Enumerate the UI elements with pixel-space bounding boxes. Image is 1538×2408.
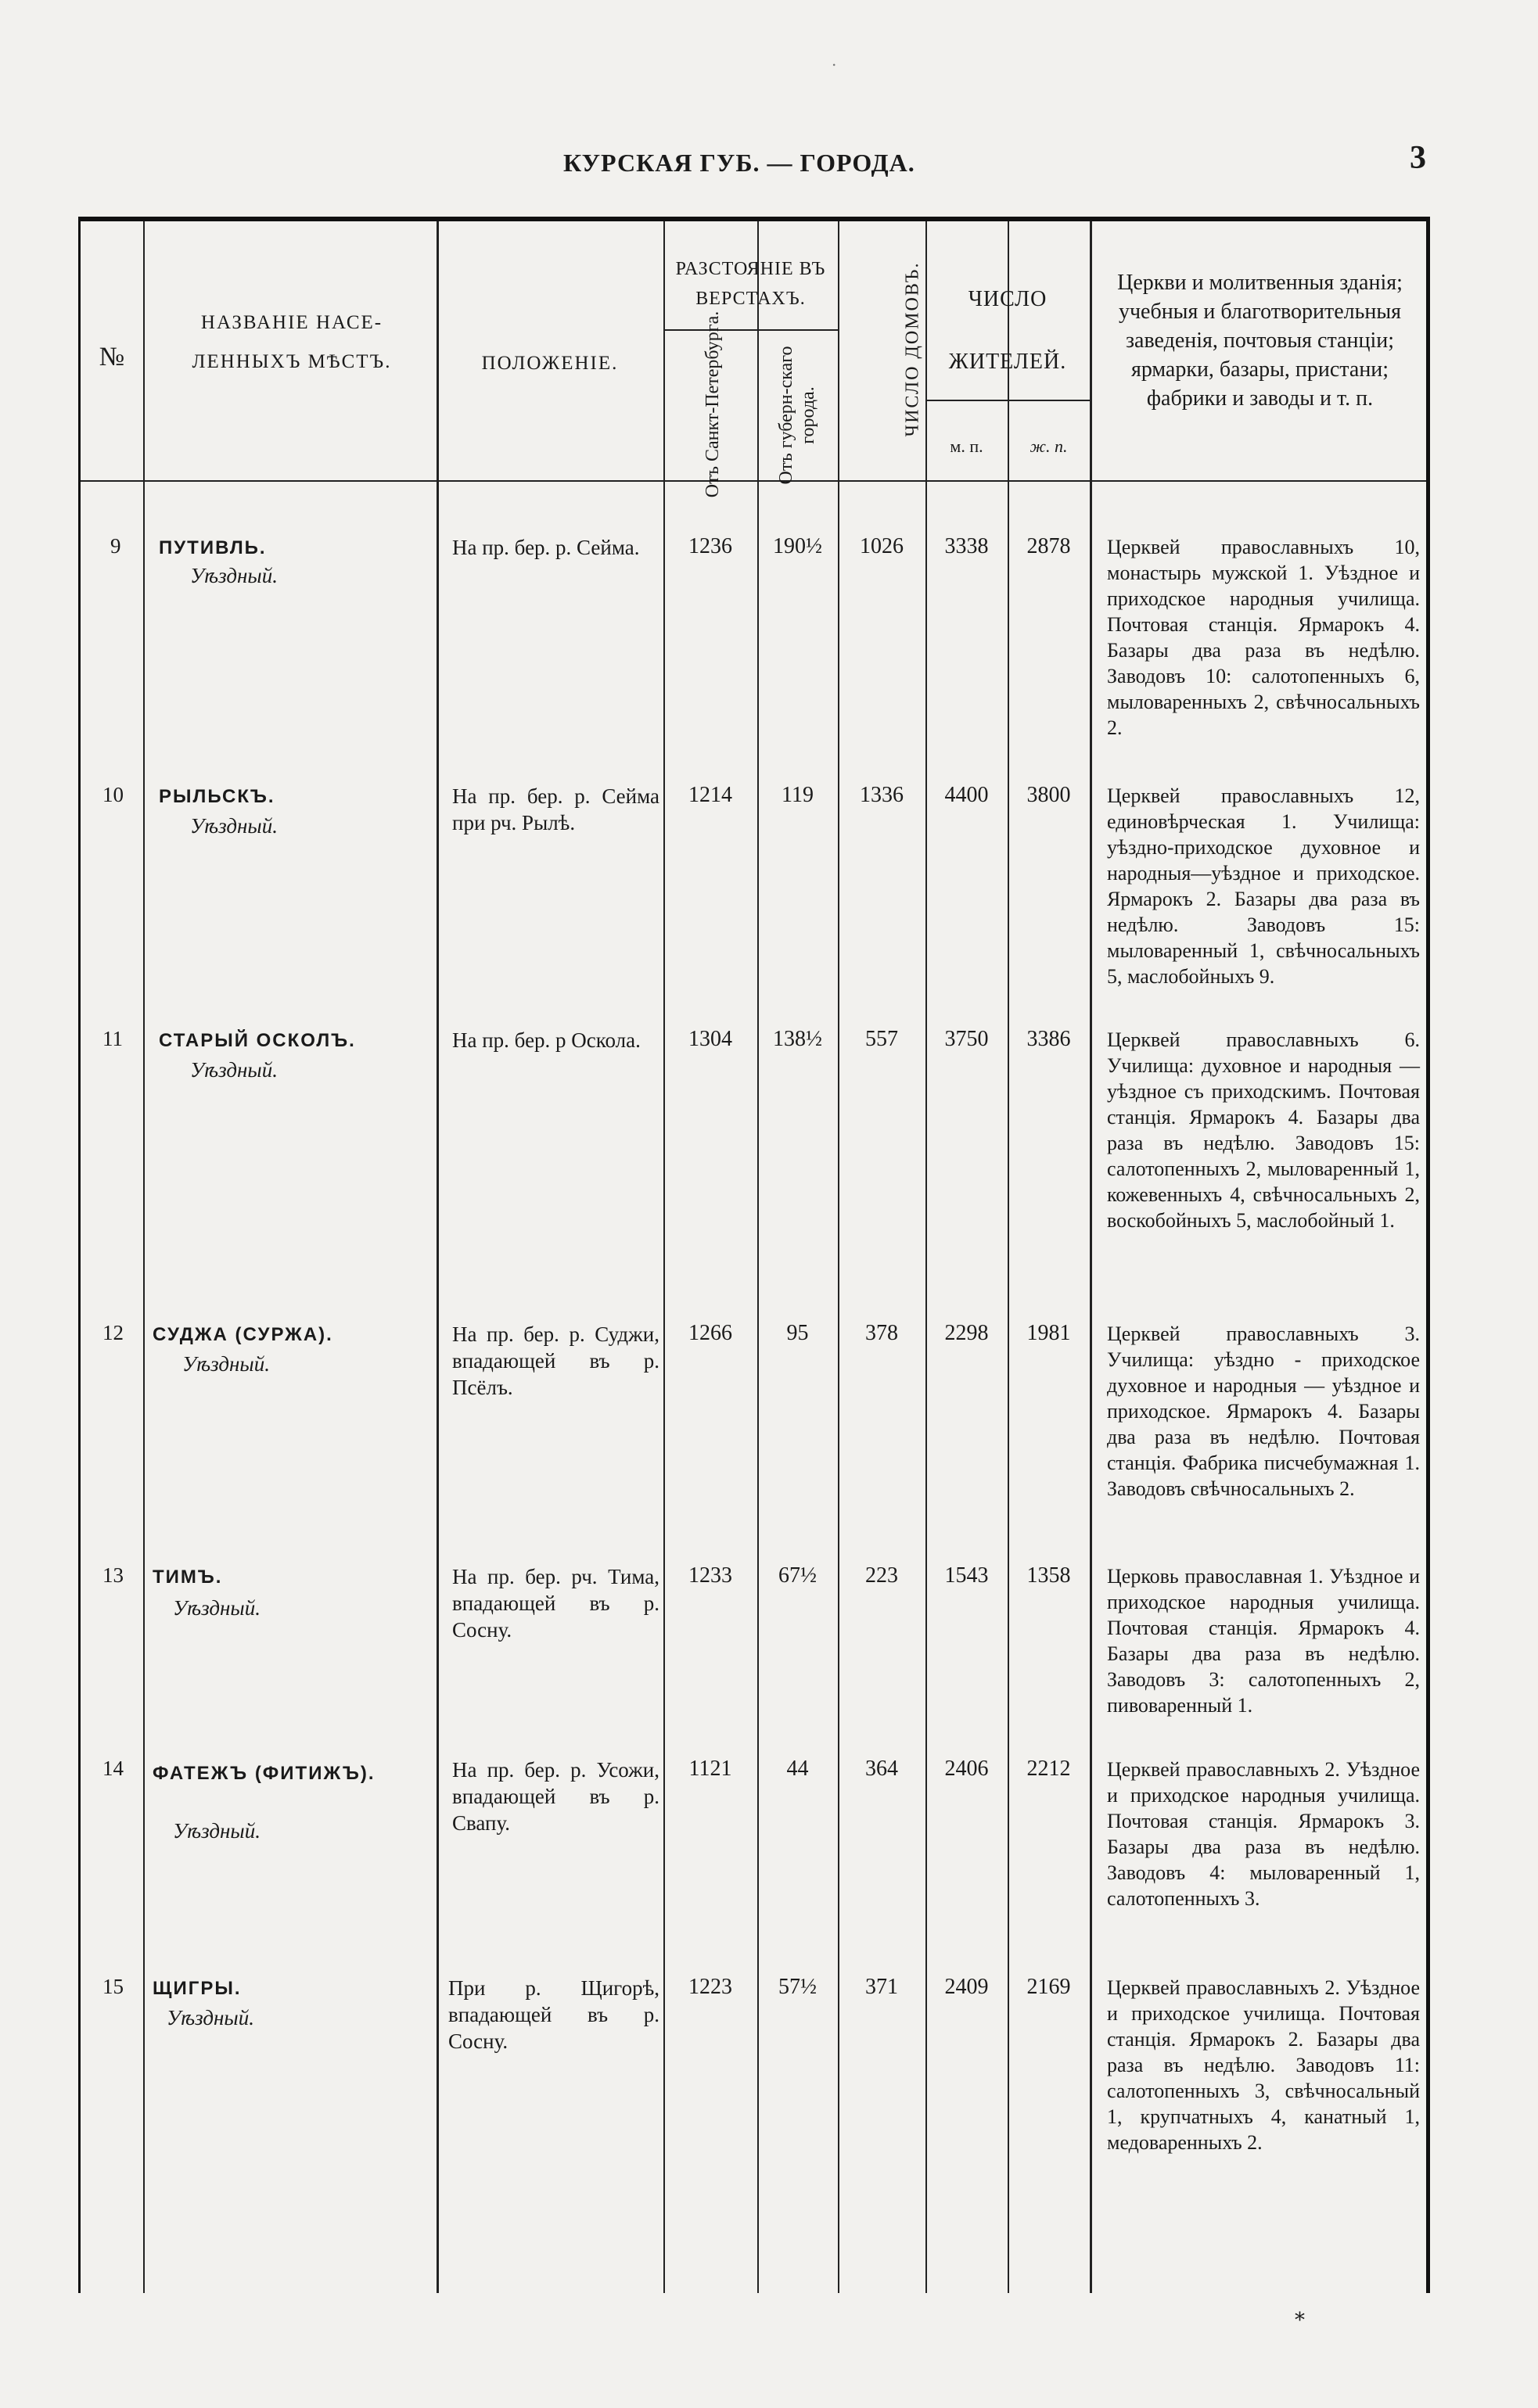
place-status: Уѣздный. — [173, 1596, 261, 1620]
page-title: КУРСКАЯ ГУБ. — ГОРОДА. — [563, 149, 915, 177]
col-divider — [437, 221, 439, 2293]
place-position: При р. Щигорѣ, впадающей въ р. Сосну. — [448, 1976, 659, 2053]
footer-mark: * — [1295, 2309, 1305, 2332]
houses-count: 223 — [865, 1563, 898, 1588]
distance-gub: 44 — [786, 1757, 809, 1781]
female-count: 1358 — [1026, 1563, 1071, 1588]
distance-spb: 1266 — [688, 1321, 732, 1345]
distance-gub: 119 — [782, 783, 814, 807]
row-number: 11 — [102, 1027, 123, 1050]
female-count: 3800 — [1026, 783, 1071, 807]
distance-spb: 1304 — [688, 1027, 732, 1051]
female-count: 3386 — [1026, 1027, 1071, 1051]
remarks-text: Церквей православныхъ 2. Уѣздное и приходское народныя училища. Почтовая станція. Ярмарокъ 3. Базары два раза въ недѣлю. Заводовъ 4: мыловаренный 1, салотопенныхъ 3. — [1107, 1758, 1420, 1910]
distance-gub: 190½ — [773, 534, 822, 558]
male-count: 1543 — [944, 1563, 989, 1588]
place-name: СТАРЫЙ ОСКОЛЪ. — [159, 1030, 356, 1051]
remarks-text: Церквей православныхъ 12, единовѣрческая 1. Училища: уѣздно-приходское духовное и народныя—уѣздное и приходское. Ярмарокъ 2. Базары два раза въ недѣлю. Заводовъ 15: мыловаренный 1, свѣчносальныхъ 5, маслобойныхъ 9. — [1107, 784, 1420, 988]
place-status: Уѣздный. — [173, 1819, 261, 1843]
place-status: Уѣздный. — [190, 1058, 278, 1082]
printer-mark: . — [832, 51, 837, 70]
place-position: На пр. бер. р. Сейма при рч. Рылѣ. — [452, 784, 659, 834]
remarks-text: Церквей православныхъ 6. Училища: духовное и народныя — уѣздное съ приходскимъ. Почтовая станція. Ярмарокъ 4. Базары два раза въ недѣлю. Заводовъ 15: салотопенныхъ 2, мыловаренный 1, кожевенныхъ 4, свѣчносальныхъ 2, воскобойныхъ 5, маслобойный 1. — [1107, 1028, 1420, 1232]
col-header-houses: ЧИСЛО ДОМОВЪ. — [902, 261, 923, 437]
page-number: 3 — [1410, 140, 1426, 176]
row-number: 13 — [102, 1563, 124, 1587]
place-position: На пр. бер. р. Суджи, впадающей въ р. Псёлъ. — [452, 1322, 659, 1399]
distance-spb: 1223 — [688, 1975, 732, 1999]
place-position: На пр. бер. рч. Тима, впадающей въ р. Сосну. — [452, 1565, 659, 1642]
distance-gub: 57½ — [778, 1975, 817, 1999]
place-status: Уѣздный. — [190, 814, 278, 838]
header-bottom-line — [81, 480, 1426, 482]
data-table — [78, 217, 1430, 2293]
male-count: 4400 — [944, 783, 989, 807]
place-name: ПУТИВЛЬ. — [159, 537, 267, 558]
female-count: 2169 — [1026, 1975, 1071, 1999]
place-name: ЩИГРЫ. — [153, 1978, 242, 1999]
houses-count: 364 — [865, 1757, 898, 1781]
female-count: 1981 — [1026, 1321, 1071, 1345]
inhabitants-group-line — [925, 400, 1090, 401]
houses-count: 378 — [865, 1321, 898, 1345]
male-count: 2406 — [944, 1757, 989, 1781]
distance-spb: 1214 — [688, 783, 732, 807]
place-name: ФАТЕЖЪ (ФИТИЖЪ). — [153, 1763, 376, 1784]
male-count: 2409 — [944, 1975, 989, 1999]
distance-gub: 67½ — [778, 1563, 817, 1588]
col-header-distance: РАЗСТОЯНІЕ ВЪ ВЕРСТАХЪ. — [675, 259, 826, 309]
houses-count: 371 — [865, 1975, 898, 1999]
row-number: 10 — [102, 783, 124, 806]
distance-spb: 1236 — [688, 534, 732, 558]
place-status: Уѣздный. — [182, 1352, 270, 1376]
distance-gub: 138½ — [773, 1027, 822, 1051]
remarks-text: Церковь православная 1. Уѣздное и приходское народныя училища. Почтовая станція. Ярмарокъ 4. Базары два раза въ недѣлю. Заводовъ 3: салотопенныхъ 2, пивоваренный 1. — [1107, 1565, 1420, 1717]
male-count: 3750 — [944, 1027, 989, 1051]
remarks-text: Церквей православныхъ 10, монастырь мужской 1. Уѣздное и приходское народныя училища. Почтовая станція. Ярмарокъ 4. Базары два раза въ недѣлю. Заводовъ 10: салотопенныхъ 6, мыловаренныхъ 2, свѣчносальныхъ 2. — [1107, 536, 1420, 739]
col-divider — [143, 221, 145, 2293]
place-name: РЫЛЬСКЪ. — [159, 786, 275, 807]
col-header-dist-spb: Отъ Санкт-Петербурга. — [703, 310, 723, 498]
houses-count: 557 — [865, 1027, 898, 1051]
row-number: 9 — [110, 534, 121, 558]
col-header-dist-gub: Отъ губерн-скаго города. — [776, 346, 818, 485]
remarks-text: Церквей православныхъ 2. Уѣздное и приходское училища. Почтовая станція. Ярмарокъ 2. Базары два раза въ недѣлю. Заводовъ 11: салотопенныхъ 3, свѣчносальный 1, крупчатныхъ 4, канатный 1, медоваренныхъ 2. — [1107, 1976, 1420, 2154]
distance-gub: 95 — [786, 1321, 809, 1345]
col-header-female: ж. п. — [1030, 436, 1068, 456]
col-header-name: НАЗВАНІЕ НАСЕ- ЛЕННЫХЪ МѢСТЪ. — [192, 312, 392, 372]
male-count: 2298 — [944, 1321, 989, 1345]
place-name: СУДЖА (СУРЖА). — [153, 1324, 333, 1345]
page-header — [0, 141, 1538, 203]
col-header-position: ПОЛОЖЕНІЕ. — [481, 353, 619, 374]
place-position: На пр. бер. р. Усожи, впадающей въ р. Свапу. — [452, 1758, 659, 1835]
place-name: ТИМЪ. — [153, 1566, 223, 1588]
row-number: 14 — [102, 1757, 124, 1780]
col-header-remarks: Церкви и молитвенныя зданія; учебныя и благотворительныя заведенія, почтовыя станціи; ярмарки, базары, пристани; фабрики и заводы и т. п. — [1117, 271, 1403, 411]
houses-count: 1336 — [860, 783, 904, 807]
place-status: Уѣздный. — [190, 564, 278, 587]
col-header-num: № — [99, 343, 125, 371]
col-header-inhabitants: ЧИСЛО ЖИТЕЛЕЙ. — [948, 287, 1067, 374]
row-number: 12 — [102, 1321, 124, 1344]
houses-count: 1026 — [860, 534, 904, 558]
distance-spb: 1233 — [688, 1563, 732, 1588]
place-position: На пр. бер. р. Сейма. — [452, 536, 640, 559]
distance-spb: 1121 — [688, 1757, 732, 1781]
female-count: 2878 — [1026, 534, 1071, 558]
col-divider — [1090, 221, 1092, 2293]
remarks-text: Церквей православныхъ 3. Училища: уѣздно - приходское духовное и народныя — уѣздное и приходское. Ярмарокъ 4. Базары два раза въ недѣлю. Почтовая станція. Фабрика писчебумажная 1. Заводовъ свѣчносальныхъ 2. — [1107, 1322, 1420, 1500]
place-position: На пр. бер. р Оскола. — [452, 1028, 641, 1052]
row-number: 15 — [102, 1975, 124, 1998]
place-status: Уѣздный. — [167, 2006, 254, 2029]
male-count: 3338 — [944, 534, 989, 558]
female-count: 2212 — [1026, 1757, 1071, 1781]
col-header-male: м. п. — [950, 436, 983, 456]
